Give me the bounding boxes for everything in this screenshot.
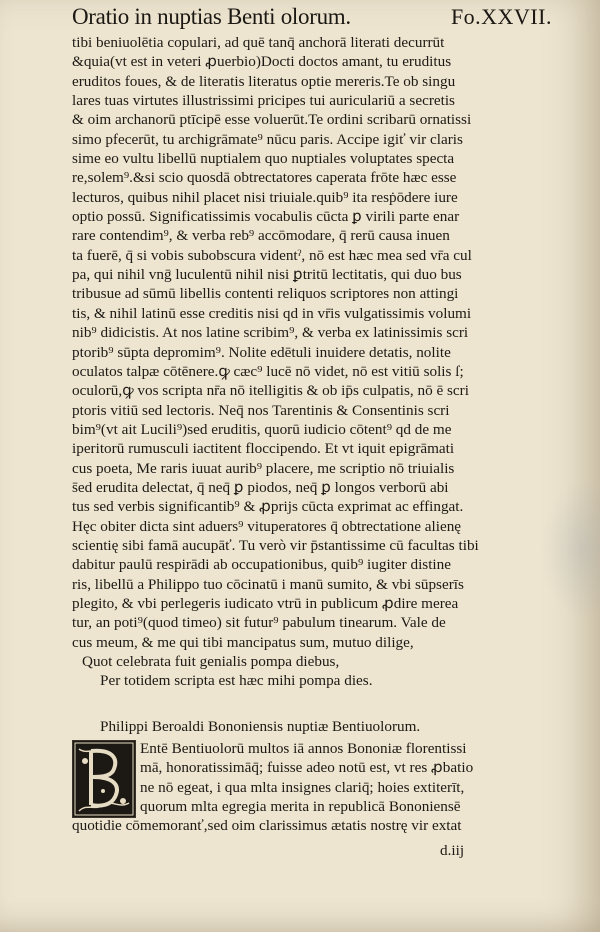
second-paragraph xyxy=(140,739,520,816)
text-line: Hęc obiter dicta sint aduers⁹ vituperatores q̄ obtrectatione alienę xyxy=(72,517,462,535)
text-line: eruditos foues, & de literatis literatus optie mereris.Te ob singu xyxy=(72,72,456,90)
second-paragraph-last-line: quotidie cōmemoranť,sed oim clarissimus ætatis nostrę vir extat xyxy=(72,817,462,834)
text-line: mā, honoratissimāq̄; fuisse adeo notū est, vt res ꝓbatio xyxy=(140,759,474,777)
text-line: plegito, & vbi perlegeris iudicato vtrū in publicum ꝓdire merea xyxy=(72,594,459,612)
text-line: lecturos, quibus nihil placet nisi triuiale.quib⁹ ita resṗōdere iure xyxy=(72,188,458,206)
text-line: lares tuas virtutes illustrissimi pricipes tui auriculariū a secretis xyxy=(72,92,455,110)
text-line: cus meum, & me qui tibi mancipatus sum, mutuo dilige, xyxy=(72,633,414,651)
text-line: tus sed verbis significantib⁹ & ꝓprijs cūcta exprimat ac effingat. xyxy=(72,498,464,516)
text-line: s̄ed erudita delectat, q̄ neq̄ ꝑ piodos, neq̄ ꝑ longos verborū abi xyxy=(72,478,449,496)
text-line: & oim archanorū ptīcipē esse voluerūt.Te ordini scribarū ornatissi xyxy=(72,111,472,129)
folio-number: Fo.XXVII. xyxy=(450,4,552,29)
running-header xyxy=(72,4,552,34)
text-line: Entē Bentiuolorū multos iā annos Bononiæ florentissi xyxy=(140,740,467,757)
text-line: ta fuerē, q̄ si vobis subobscura videntˀ, nō est hæc mea sed vr̄a cul xyxy=(72,246,472,264)
text-line: oculatos talpæ cōtēnere.ꝙ cæc⁹ lucē nō videt, nō est vitiū solis ſ; xyxy=(72,362,464,380)
text-line: ptorib⁹ sūpta depromim⁹. Nolite edētuli inuidere detatis, nolite xyxy=(72,343,451,361)
section-heading: Philippi Beroaldi Bononiensis nuptiæ Bentiuolorum. xyxy=(100,718,421,735)
text-line: optio possū. Significatissimis vocabulis cūcta ꝑ virili parte enar xyxy=(72,208,460,226)
text-line: tibi beniuolētia copulari, ad quē tanq̄ anchorā literati decurrūt xyxy=(72,34,445,51)
signature-mark: d.iij xyxy=(440,842,465,859)
text-line: rare contendim⁹, & verba reb⁹ accōmodare, q̄ rerū causa inuen xyxy=(72,227,450,245)
text-line: &quia(vt est in veteri ꝓuerbio)Docti doctos amant, tu eruditus xyxy=(72,53,452,71)
text-line: iperitorū rumusculi iactitent floccipendo. Et vt iquit epigrāmati xyxy=(72,440,455,458)
text-line: tis, & nihil latinū esse creditis nisi qd in vr̄is vulgatissimis volumi xyxy=(72,304,472,322)
text-line: ptoris vitiū sed lectoris. Neq̄ nos Tarentinis & Consentinis scri xyxy=(72,401,450,419)
running-title: Oratio in nuptias Benti olorum. xyxy=(72,4,351,29)
text-line: Per totidem scripta est hæc mihi pompa dies. xyxy=(100,672,373,690)
text-line: dabitur paulū respirādi ab occupationibus, quib⁹ iugiter distine xyxy=(72,556,451,574)
text-line: re,solem⁹.&si scio quosdā obtrectatores caperata frōte hæc esse xyxy=(72,169,457,187)
ink-bleed-stain xyxy=(540,480,600,620)
text-line: pa, qui nihil vnḡ luculentū nihil nisi ꝑtritū lectitatis, qui duo bus xyxy=(72,266,462,284)
text-line: tur, an poti⁹(quod timeo) sit futur⁹ pabulum tinearum. Vale de xyxy=(72,614,446,632)
text-line: bim⁹(vt ait Lucili⁹)sed eruditis, quorū iudicio cōtent⁹ qd de me xyxy=(72,420,452,438)
text-line: simo pfecerūt, tu archigrāmate⁹ nūcu paris. Accipe igiť vir claris xyxy=(72,130,463,148)
text-line: ne nō egeat, i qua mlta insignes clariq̄; hoies extiterīt, xyxy=(140,778,465,796)
text-line: oculorū,ꝙ vos scripta nr̄a nō itelligitis & ob ip̄s culpatis, nō ē scri xyxy=(72,382,469,400)
text-line: sime eo vultu libellū nuptialem quo nuptiales voluptates spectа xyxy=(72,150,455,168)
decorated-initial-b-icon xyxy=(72,740,136,818)
text-line: nib⁹ didicistis. At nos latine scribim⁹, & verba ex latinissimis scri xyxy=(72,324,469,342)
text-line: ris, libellū a Philippo tuo cōcinatū i manū sumito, & vbi sūpserīs xyxy=(72,575,464,593)
text-line: Quot celebrata fuit genialis pompa diebus, xyxy=(82,653,340,670)
text-line: tribusue ad sūmū libellis contenti reliquos scriptores non attingi xyxy=(72,285,459,303)
main-text-block xyxy=(72,33,532,691)
text-line: cus poeta, Me raris iuuat aurib⁹ placere, me scriptio nō triuialis xyxy=(72,459,455,477)
text-line: scientię sibi famā aucupāť. Tu verò vir p̄stantissime cū facultas tibi xyxy=(72,536,479,554)
text-line: quorum mlta egregia merita in republicā Bononiensē xyxy=(140,798,461,816)
